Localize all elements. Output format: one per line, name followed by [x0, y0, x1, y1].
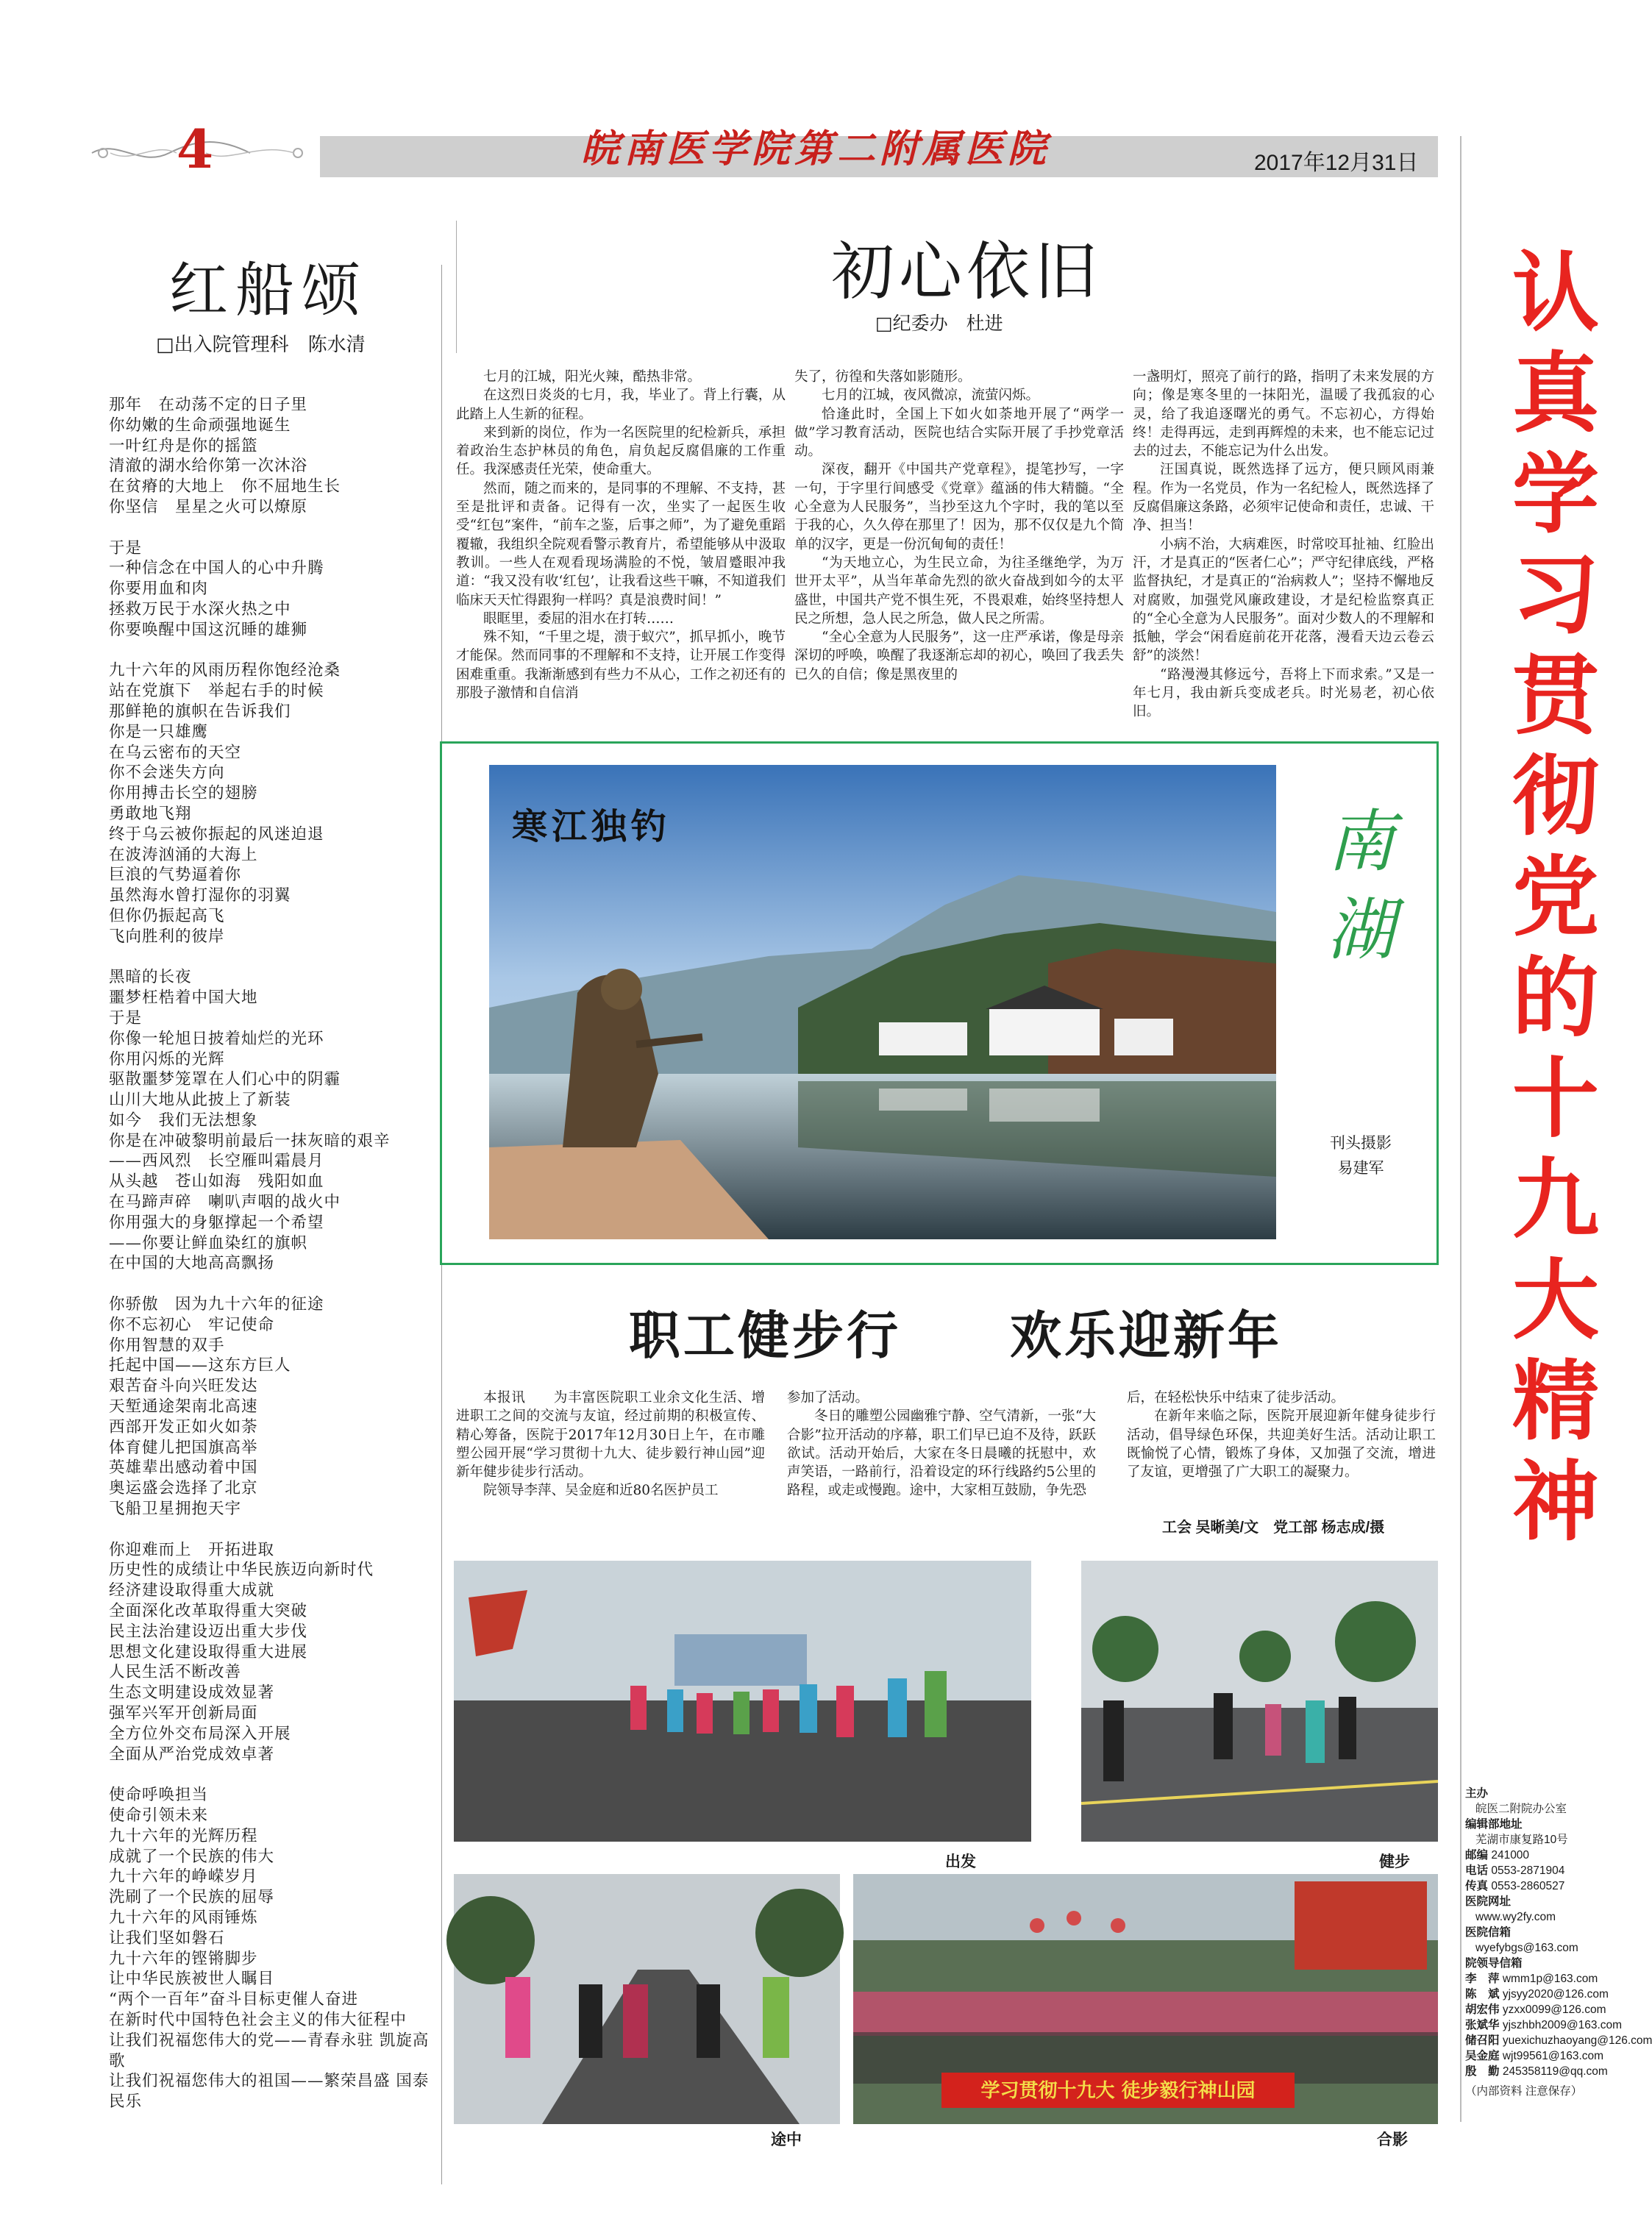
issue-date: 2017年12月31日: [1254, 151, 1419, 175]
info-row: [1465, 1987, 1627, 2002]
info-label: 陈 斌: [1465, 1988, 1500, 2001]
info-row: [1465, 1940, 1627, 1956]
paragraph: “路漫漫其修远兮，吾将上下而求索。”又是一年七月，我由新兵变成老兵。时光易老，初心依旧。: [1133, 666, 1434, 720]
walk-credit: 工会 吴晰美/文 党工部 杨志成/摄: [1162, 1520, 1385, 1536]
paragraph: 院领导李萍、吴金庭和近80名医护员工: [483, 1483, 719, 1499]
photo-caption-group: 合影: [1377, 2131, 1408, 2148]
info-label: 张斌华: [1465, 2019, 1500, 2031]
walk-column-1: [456, 1389, 765, 1500]
info-row: [1465, 1971, 1627, 1987]
info-row: [1465, 1786, 1627, 1801]
photo-credit-label: 刊头摄影: [1330, 1135, 1392, 1152]
info-label: 编辑部地址: [1465, 1818, 1523, 1831]
info-row: [1465, 1817, 1627, 1832]
article-byline: □纪委办 杜进: [875, 313, 1003, 334]
info-row: [1465, 1925, 1627, 1940]
info-row: [1465, 2064, 1627, 2079]
article-column-1: [456, 368, 786, 702]
walk-column-3: [1127, 1389, 1436, 1481]
info-label: 李 萍: [1465, 1973, 1500, 1985]
photo-caption-start: 出发: [945, 1853, 976, 1870]
article-headline: 职工健步行 欢乐迎新年: [629, 1305, 1282, 1366]
column-title-char: 南: [1326, 802, 1395, 881]
start-photo: [454, 1561, 1031, 1842]
paragraph: 小病不治，大病难医，时常咬耳扯袖、红脸出汗，才是真正的“医者仁心”；严守纪律底线，严格监督执纪，才是真正的“治病救人”；坚持不懈地反对腐败，加强党风廉政建设，才是纪检监察真正的“全心全意为人民服务”。面对少数人的不理解和抵触，学会“闲看庭前花开花落，漫看天边云卷云舒”的淡然！: [1133, 536, 1434, 664]
paragraph: 一盏明灯，照亮了前行的路，指明了未来发展的方向；像是寒冬里的一抹阳光，温暖了我孤寂的心灵，给了我追逐曙光的勇气。不忘初心，方得始终！走得再远，走到再辉煌的未来，也不能忘记过去的过去，不能忘记为什么出发。: [1133, 369, 1434, 460]
info-value: 皖医二附院办公室: [1475, 1803, 1567, 1815]
info-row: [1465, 1894, 1627, 1909]
article-column-2: [794, 368, 1124, 684]
info-label: 医院网址: [1465, 1895, 1512, 1908]
paragraph: 来到新的岗位，作为一名医院里的纪检新兵，承担着政治生态护林员的角色，肩负起反腐倡廉的工作重任。我深感责任光荣，使命重大。: [456, 424, 786, 478]
paragraph: 后，在轻松快乐中结束了徒步活动。: [1127, 1390, 1345, 1406]
info-value: wjt99561@163.com: [1502, 2050, 1604, 2062]
paragraph: 七月的江城，阳光火辣，酷热非常。: [483, 369, 702, 385]
info-label: 主办: [1465, 1787, 1489, 1800]
paragraph: 汪国真说，既然选择了远方，便只顾风雨兼程。作为一名党员，作为一名纪检人，既然选择了反腐倡廉这条路，必须牢记使命和责任，忠诚、干净、担当！: [1133, 462, 1434, 534]
info-label: 储召阳: [1465, 2034, 1500, 2047]
info-row: [1465, 1801, 1627, 1817]
info-value: 245358119@qq.com: [1502, 2065, 1608, 2078]
info-value: yjszhbh2009@163.com: [1502, 2019, 1623, 2031]
paragraph: 在新年来临之际，医院开展迎新年健身徒步行活动，倡导绿色环保，共迎美好生活。活动让职工既愉悦了心情，锻炼了身体，又加强了交流，增进了友谊，更增强了广大职工的凝聚力。: [1127, 1408, 1436, 1481]
info-label: 医院信箱: [1465, 1926, 1512, 1939]
walk-photo: [1081, 1561, 1438, 1842]
info-value: 0553-2871904: [1491, 1864, 1565, 1877]
info-label: 殷 勤: [1465, 2065, 1500, 2078]
info-label: 邮编: [1465, 1849, 1489, 1862]
paragraph: 冬日的雕塑公园幽雅宁静、空气清新，一张“大合影”拉开活动的序幕，职工们早已迫不及待，跃跃欲试。活动开始后，大家在冬日晨曦的抚慰中，欢声笑语，一路前行，沿着设定的环行线路约5公里的路程，或走或慢跑。途中，大家相互鼓励，争先恐: [787, 1408, 1096, 1499]
photo-credit: [1328, 1131, 1394, 1181]
paragraph: 失了，彷徨和失落如影随形。: [794, 369, 972, 385]
info-label: 吴金庭: [1465, 2050, 1500, 2062]
info-value: wmm1p@163.com: [1502, 1973, 1598, 1985]
poem-byline: □出入院管理科 陈水清: [156, 334, 366, 356]
info-row: [1465, 2048, 1627, 2064]
photo-caption-walk: 健步: [1379, 1853, 1410, 1870]
paragraph: 恰逢此时，全国上下如火如荼地开展了“两学一做”学习教育活动，医院也结合实际开展了手抄党章活动。: [794, 406, 1124, 460]
paragraph: 眼眶里，委屈的泪水在打转……: [483, 610, 674, 627]
paragraph: 在这烈日炎炎的七月，我，毕业了。背上行囊，从此踏上人生新的征程。: [456, 388, 786, 422]
photo-caption: 寒江独钓: [512, 806, 672, 847]
paragraph: 参加了活动。: [787, 1390, 869, 1406]
info-box: [1465, 1786, 1652, 2099]
photo-credit-name: 易建军: [1337, 1160, 1384, 1177]
info-row: [1465, 1909, 1627, 1925]
info-value: 芜湖市康复路10号: [1475, 1834, 1568, 1846]
paragraph: 本报讯 为丰富医院职工业余文化生活、增进职工之间的交流与友谊，经过前期的积极宣传、精心筹备，医院于2017年12月30日上午，在市雕塑公园开展“学习贯彻十九大、徒步毅行神山园”迎新年健步徒步行活动。: [456, 1390, 765, 1481]
info-row: [1465, 1863, 1627, 1878]
article-column-3: [1133, 368, 1434, 722]
page-number: 4: [177, 118, 214, 180]
column-title-nanhu: [1324, 798, 1398, 975]
info-row: [1465, 1956, 1627, 1971]
info-label: 胡宏伟: [1465, 2003, 1500, 2016]
info-row: [1465, 2017, 1627, 2033]
paragraph: “全心全意为人民服务”，这一庄严承诺，像是母亲深切的呼唤，唤醒了我逐渐忘却的初心，唤回了我丢失已久的自信；像是黑夜里的: [794, 630, 1124, 683]
poem-title: 红船颂: [169, 256, 368, 324]
slogan: 认真学习贯彻党的十九大精神: [1512, 242, 1599, 1553]
paragraph: “为天地立心，为生民立命，为往圣继绝学，为万世开太平”，从当年革命先烈的欲火奋战到如今的太平盛世，中国共产党不惧生死，不畏艰难，始终坚持想人民之所想，急人民之所急，做人民之所需。: [794, 555, 1124, 627]
info-row: [1465, 1848, 1627, 1863]
divider: [456, 221, 457, 353]
info-label: 院领导信箱: [1465, 1957, 1523, 1970]
info-label: 传真: [1465, 1880, 1489, 1892]
column-title-char: 湖: [1326, 891, 1395, 969]
info-value: 241000: [1491, 1849, 1530, 1862]
info-value: 0553-2860527: [1491, 1880, 1565, 1892]
article-title: 初心依旧: [831, 235, 1102, 309]
info-value: www.wy2fy.com: [1475, 1911, 1556, 1923]
info-value: yjsyy2020@126.com: [1502, 1988, 1609, 2001]
info-row: [1465, 1832, 1627, 1848]
paragraph: 殊不知，“千里之堤，溃于蚁穴”，抓早抓小，晚节才能保。然而同事的不理解和不支持，让开展工作变得困难重重。我渐渐感到有些力不从心，工作之初还有的那股子激情和自信消: [456, 630, 786, 702]
info-row: [1465, 2002, 1627, 2017]
photo-caption-midway: 途中: [771, 2131, 802, 2148]
info-value: wyefybgs@163.com: [1475, 1942, 1578, 1954]
info-row: [1465, 1878, 1627, 1894]
info-footer: （内部资料 注意保存）: [1465, 2085, 1583, 2098]
info-value: yzxx0099@126.com: [1502, 2003, 1606, 2016]
midway-photo: [454, 1874, 840, 2124]
walk-column-2: [787, 1389, 1096, 1500]
hospital-name: 皖南医学院第二附属医院: [581, 127, 1051, 171]
paragraph: 深夜，翻开《中国共产党章程》，提笔抄写，一字一句，于字里行间感受《党章》蕴涵的伟大精髓。“全心全意为人民服务”，当抄至这九个字时，我的笔以至于我的心，久久停在那里了！因为，那不仅仅是九个简单的汉字，更是一份沉甸甸的责任！: [794, 462, 1124, 552]
info-value: yuexichuzhaoyang@126.com: [1502, 2034, 1652, 2047]
info-row: [1465, 2033, 1652, 2048]
info-label: 电话: [1465, 1864, 1489, 1877]
group-banner-text: 学习贯彻十九大 徒步毅行神山园: [980, 2080, 1256, 2102]
group-photo: [853, 1874, 1438, 2124]
paragraph: 然而，随之而来的，是同事的不理解、不支持，甚至是批评和责备。记得有一次，坐实了一起医生收受“红包”案件，“前车之鉴，后事之师”，为了避免重蹈覆辙，我组织全院观看警示教育片，希望能够从中汲取教训。一些人在观看现场满脸的不悦，皱眉蹙眼冲我道：“我又没有收‘红包’，让我看这些干嘛，不知道我们临床天天忙得跟狗一样吗？真是浪费时间！”: [456, 480, 786, 608]
paragraph: 七月的江城，夜风微凉，流萤闪烁。: [822, 388, 1040, 404]
poem-text: 那年 在动荡不定的日子里 你幼嫩的生命顽强地诞生 一叶红舟是你的摇篮 清澈的湖水给你第一次沐浴 在贫瘠的大地上 你不屈地生长 你坚信 星星之火可以燎原 于是 一种信念在中国人的心中升腾 你要用血和肉 拯救万民于水深火热之中 你要唤醒中国这沉睡的雄狮 九十六年的风雨历程你饱经沧桑 站在党旗下 举起右手的时候 那鲜艳的旗帜在告诉我们 你是一只雄鹰 在乌云密布的天空 你不会迷失方向 你用搏击长空的翅膀 勇敢地飞翔 终于乌云被你振起的风迷迫退 在波涛汹涌的大海上 巨浪的气势逼着你 虽然海水曾打湿你的羽翼 但你仍振起高飞 飞向胜利的彼岸 黑暗的长夜 噩梦枉梏着中国大地 于是 你像一轮旭日披着灿烂的光环 你用闪烁的光辉 驱散噩梦笼罩在人们心中的阴霾 山川大地从此披上了新装 如今 我们无法想象 你是在冲破黎明前最后一抹灰暗的艰辛 ——西风烈 长空雁叫霜晨月 从头越 苍山如海 残阳如血 在马蹄声碎 喇叭声咽的战火中 你用强大的身躯撑起一个希望 ——你要让鲜血染红的旗帜 在中国的大地高高飘扬 你骄傲 因为九十六年的征途 你不忘初心 牢记使命 你用智慧的双手 托起中国——这东方巨人 艰苦奋斗向兴旺发达 天堑通途架南北高速 西部开发正如火如荼 体育健儿把国旗高举 英雄辈出感动着中国 奥运盛会选择了北京 飞船卫星拥抱天宇 你迎难而上 开拓进取 历史性的成绩让中华民族迈向新时代 经济建设取得重大成就 全面深化改革取得重大突破 民主法治建设迈出重大步伐 思想文化建设取得重大进展 人民生活不断改善 生态文明建设成效显著 强军兴军开创新局面 全方位外交布局深入开展 全面从严治党成效卓著 使命呼唤担当 使命引领未来 九十六年的光辉历程 成就了一个民族的伟大 九十六年的峥嵘岁月 洗刷了一个民族的屈辱 九十六年的风雨锤炼 让我们坚如磐石 九十六年的铿锵脚步 让中华民族被世人瞩目 “两个一百年”奋斗目标吏催人奋进 在新时代中国特色社会主义的伟大征程中 让我们祝福您伟大的党——青春永驻 凯旋高歌 让我们祝福您伟大的祖国——繁荣昌盛 国泰民乐: [109, 396, 430, 2112]
